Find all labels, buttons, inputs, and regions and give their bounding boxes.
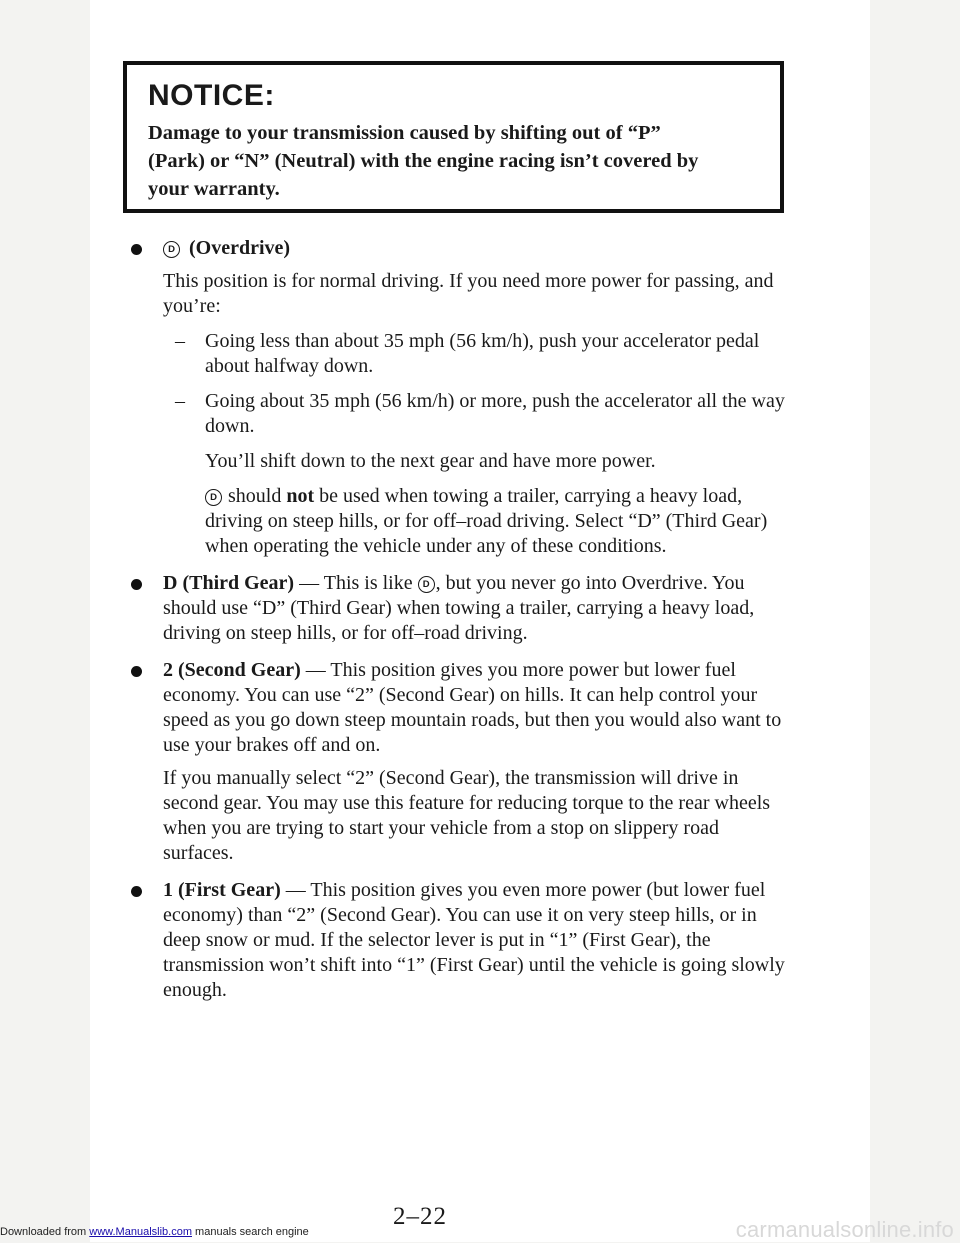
- overdrive-warning-rest: be used when towing a trailer, carrying a heavy load, driving on steep hills, or for off–road driving. Select “D” (Third Gear) when operating the vehicle under any of these conditions.: [205, 485, 768, 557]
- footer-prefix: Downloaded from: [0, 1226, 87, 1238]
- footer-download-note: [0, 1226, 309, 1238]
- overdrive-symbol-icon: D: [205, 489, 222, 506]
- overdrive-subitem-2: [163, 389, 791, 439]
- overdrive-symbol-icon: D: [418, 576, 435, 593]
- overdrive-heading: [163, 236, 791, 261]
- notice-box: [123, 61, 784, 213]
- dash-icon: –: [175, 390, 185, 412]
- overdrive-warning-not: not: [286, 485, 315, 507]
- second-gear-heading: 2 (Second Gear): [163, 659, 301, 681]
- overdrive-heading-label: (Overdrive): [189, 237, 291, 259]
- first-gear-text: — This position gives you even more power (but lower fuel economy) than “2” (Second Gear). You can use it on very steep hills, or in deep snow or mud. If the selector lever is put in “1” (First Gear), the transmission won’t shift into “1” (First Gear) until the vehicle is going slowly enough.: [163, 879, 785, 1001]
- overdrive-warning-should: should: [228, 485, 282, 507]
- notice-line-2: (Park) or “N” (Neutral) with the engine racing isn’t covered by: [148, 150, 699, 172]
- bullet-icon: [131, 579, 142, 590]
- dash-icon: –: [175, 330, 185, 352]
- overdrive-subitem-2-text: Going about 35 mph (56 km/h) or more, push the accelerator all the way down.: [205, 390, 785, 437]
- third-gear-heading: D (Third Gear): [163, 572, 295, 594]
- first-gear-item: [131, 878, 791, 1003]
- third-gear-text-a: — This is like: [299, 572, 413, 594]
- notice-line-3: your warranty.: [148, 178, 280, 200]
- overdrive-intro: This position is for normal driving. If you need more power for passing, and you’re:: [163, 270, 774, 317]
- page-number: 2–22: [393, 1203, 447, 1230]
- overdrive-symbol-icon: D: [163, 241, 180, 258]
- second-gear-para2: If you manually select “2” (Second Gear), the transmission will drive in second gear. You may use this feature for reducing torque to the rear wheels when you are trying to start your vehicle from a stop on slippery road surfaces.: [163, 767, 771, 864]
- overdrive-shift-note: You’ll shift down to the next gear and have more power.: [205, 450, 656, 472]
- first-gear-heading: 1 (First Gear): [163, 879, 281, 901]
- manualslib-link[interactable]: www.Manualslib.com: [89, 1226, 192, 1238]
- overdrive-item: [131, 236, 791, 559]
- bullet-icon: [131, 666, 142, 677]
- second-gear-item: [131, 658, 791, 866]
- footer-suffix: manuals search engine: [195, 1226, 309, 1238]
- notice-text: [148, 119, 758, 203]
- watermark-text: carmanualsonline.info: [735, 1217, 954, 1242]
- manual-body: [131, 236, 791, 1015]
- third-gear-item: [131, 571, 791, 646]
- bullet-icon: [131, 244, 142, 255]
- third-gear-text-b: , but you never go into Overdrive. You should use “D” (Third Gear) when towing a trailer, carrying a heavy load, driving on steep hills, or for off–road driving.: [163, 572, 755, 644]
- notice-title: NOTICE:: [148, 79, 275, 112]
- second-gear-text: — This position gives you more power but lower fuel economy. You can use “2” (Second Gear) on hills. It can help control your speed as you go down steep mountain roads, but then you would also want to use your brakes off and on.: [163, 659, 782, 756]
- overdrive-subitem-1: [163, 329, 791, 379]
- bullet-icon: [131, 886, 142, 897]
- notice-line-1: Damage to your transmission caused by shifting out of “P”: [148, 122, 661, 144]
- overdrive-subitem-1-text: Going less than about 35 mph (56 km/h), push your accelerator pedal about halfway down.: [205, 330, 760, 377]
- overdrive-warning: [205, 484, 791, 559]
